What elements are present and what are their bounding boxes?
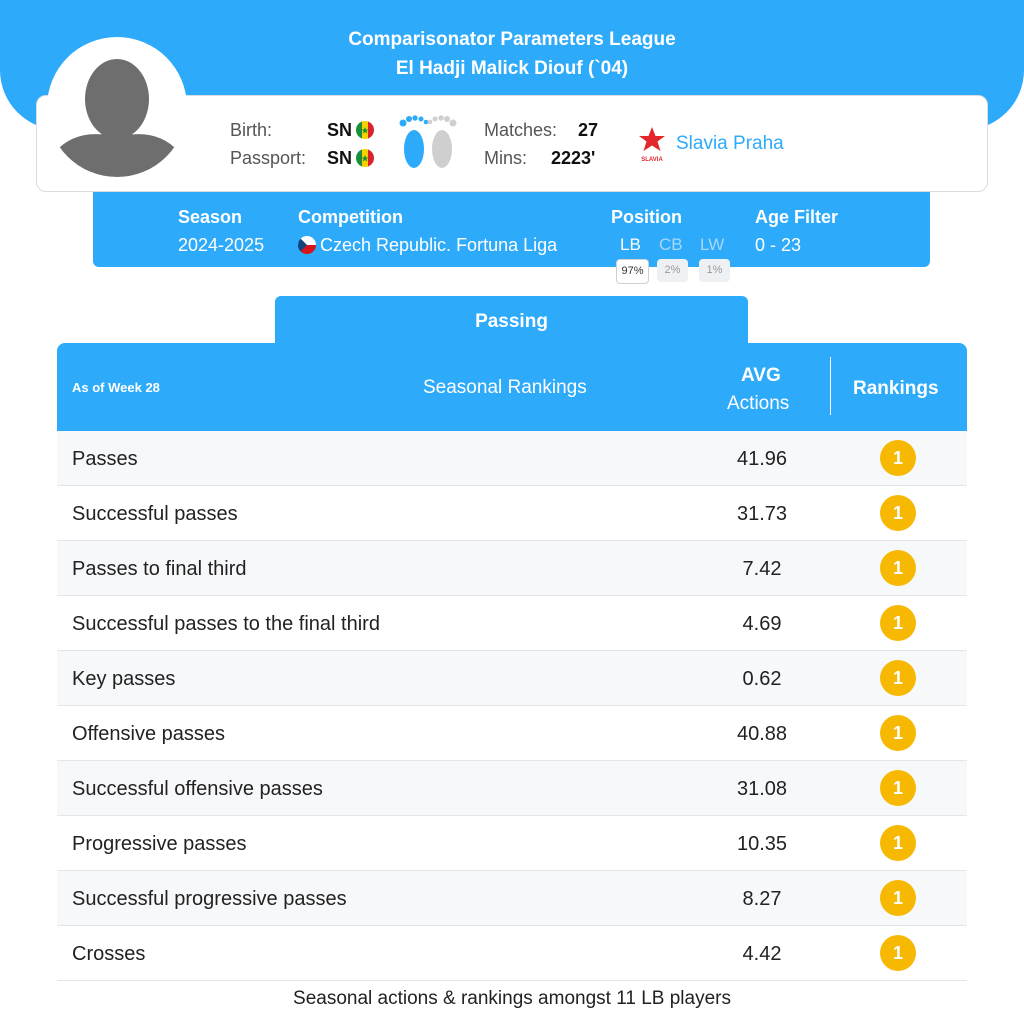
footer-caption: Seasonal actions & rankings amongst 11 LB players — [293, 988, 731, 1009]
rank-badge: 1 — [880, 550, 916, 586]
player-avatar — [47, 37, 187, 177]
as-of-week: As of Week 28 — [72, 380, 160, 395]
competition-label: Competition — [298, 207, 403, 227]
metric-avg: 4.69 — [742, 613, 782, 635]
table-row — [57, 431, 967, 486]
rank-badge: 1 — [880, 440, 916, 476]
season-value[interactable]: 2024-2025 — [178, 235, 265, 255]
metric-name: Passes to final third — [72, 558, 247, 580]
position-cb-pct: 2% — [657, 259, 688, 282]
birth-label: Birth: — [230, 120, 273, 140]
metric-name: Successful passes to the final third — [72, 613, 380, 635]
season-label: Season — [178, 207, 243, 227]
metric-avg: 31.73 — [736, 503, 788, 525]
table-row — [57, 816, 967, 871]
avatar-silhouette-icon — [47, 37, 187, 177]
position-label: Position — [611, 207, 682, 227]
metric-avg: 40.88 — [736, 723, 788, 745]
metric-name: Offensive passes — [72, 723, 226, 745]
metric-avg: 0.62 — [742, 668, 782, 690]
metric-name: Progressive passes — [72, 833, 247, 855]
position-lw[interactable]: LW — [700, 235, 725, 254]
table-row — [57, 541, 967, 596]
table-row — [57, 871, 967, 926]
rank-badge: 1 — [880, 880, 916, 916]
senegal-flag-icon — [356, 149, 374, 167]
header-divider — [830, 357, 831, 415]
seasonal-rankings-header: Seasonal Rankings — [423, 377, 587, 398]
league-title: Comparisonator Parameters League — [348, 29, 676, 50]
player-title: El Hadji Malick Diouf (`04) — [395, 58, 629, 79]
senegal-flag-icon — [356, 121, 374, 139]
rank-badge: 1 — [880, 770, 916, 806]
rank-badge: 1 — [880, 605, 916, 641]
age-filter-value[interactable]: 0 - 23 — [755, 235, 802, 255]
metric-avg: 41.96 — [736, 448, 788, 470]
position-lb-pct: 97% — [616, 259, 649, 284]
matches-value: 27 — [578, 120, 599, 140]
mins-value: 2223' — [551, 148, 596, 168]
age-filter-label: Age Filter — [755, 207, 839, 227]
table-row — [57, 651, 967, 706]
metric-avg: 31.08 — [736, 778, 788, 800]
metric-name: Successful offensive passes — [72, 778, 323, 800]
metric-name: Key passes — [72, 668, 176, 690]
club-name-link[interactable]: Slavia Praha — [676, 133, 784, 154]
table-row — [57, 596, 967, 651]
table-row — [57, 926, 967, 981]
avg-header: AVG — [741, 365, 781, 386]
rank-badge: 1 — [880, 660, 916, 696]
position-lb[interactable]: LB — [620, 235, 641, 254]
table-row — [57, 706, 967, 761]
position-cb[interactable]: CB — [659, 235, 683, 254]
rank-badge: 1 — [880, 935, 916, 971]
table-row — [57, 486, 967, 541]
rank-badge: 1 — [880, 825, 916, 861]
passport-label: Passport: — [230, 148, 307, 168]
preferred-foot-icon — [397, 113, 459, 173]
actions-header: Actions — [727, 393, 790, 414]
rank-badge: 1 — [880, 495, 916, 531]
tab-passing[interactable]: Passing — [275, 296, 748, 344]
rank-badge: 1 — [880, 715, 916, 751]
metric-avg: 10.35 — [736, 833, 788, 855]
table-row — [57, 761, 967, 816]
position-lw-pct: 1% — [699, 259, 730, 282]
birth-value: SN — [327, 120, 353, 140]
metric-avg: 4.42 — [742, 943, 782, 965]
club-star-icon — [637, 126, 667, 152]
metric-name: Crosses — [72, 943, 146, 965]
club-logo — [637, 126, 667, 164]
club-logo-text: SLAVIA — [641, 157, 663, 163]
metric-name: Successful passes — [72, 503, 238, 525]
competition-value[interactable]: Czech Republic. Fortuna Liga — [320, 235, 558, 255]
rankings-header: Rankings — [853, 378, 939, 399]
matches-label: Matches: — [484, 120, 558, 140]
czech-flag-icon — [298, 236, 316, 254]
passport-value: SN — [327, 148, 353, 168]
metric-avg: 7.42 — [742, 558, 782, 580]
metric-name: Successful progressive passes — [72, 888, 347, 910]
table-header — [57, 343, 967, 431]
metric-name: Passes — [72, 448, 138, 470]
rankings-table-body — [57, 431, 967, 981]
mins-label: Mins: — [484, 148, 528, 168]
metric-avg: 8.27 — [742, 888, 782, 910]
